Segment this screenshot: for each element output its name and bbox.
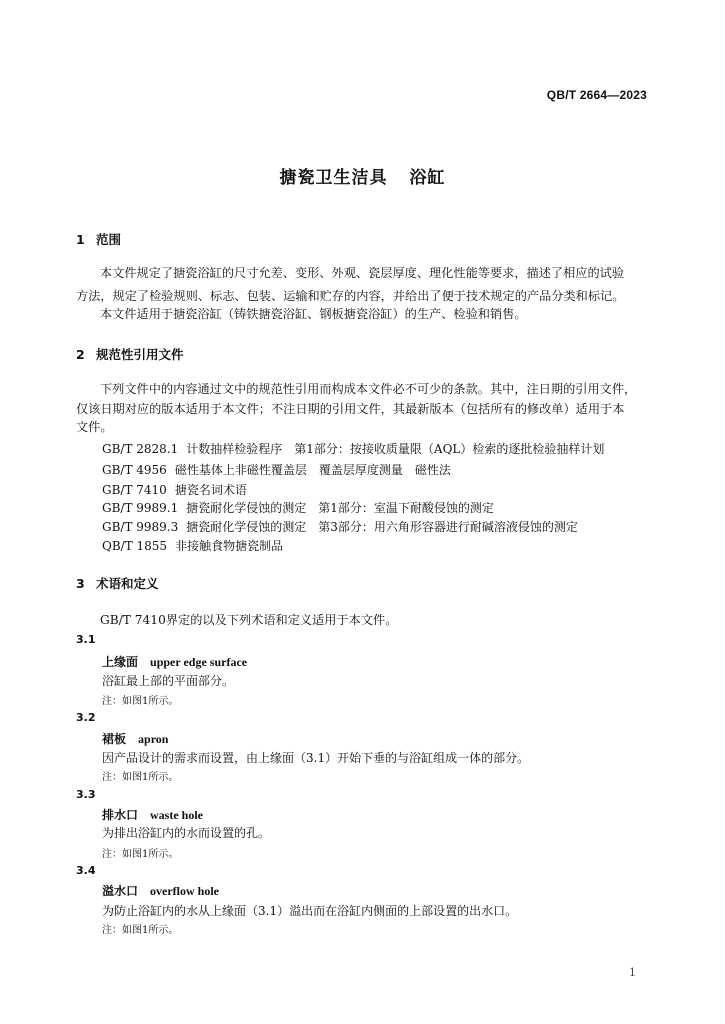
term-en: upper edge surface <box>150 655 248 669</box>
section-1-para1-line1: 本文件规定了搪瓷浴缸的尺寸允差、变形、外观、瓷层厚度、理化性能等要求，描述了相应的试验 <box>100 266 625 280</box>
reference-code: GB/T 9989.1 <box>102 501 179 515</box>
term-definition: 浴缸最上部的平面部分。 <box>102 674 235 688</box>
section-2-intro-line1: 下列文件中的内容通过文中的规范性引用而构成本文件必不可少的条款。其中，注日期的引用文件， <box>100 382 637 396</box>
term-zh: 上缘面 <box>102 655 139 669</box>
term-note: 注：如图1所示。 <box>102 849 179 860</box>
reference-code: GB/T 9989.3 <box>102 520 179 534</box>
term-en: overflow hole <box>150 884 219 898</box>
reference-code: QB/T 1855 <box>102 539 168 553</box>
reference-item <box>102 481 247 498</box>
term-note: 注：如图1所示。 <box>102 925 179 936</box>
title-part1: 搪瓷卫生洁具 <box>279 168 388 188</box>
page-number: 1 <box>629 966 636 979</box>
section-2-intro-line2: 仅该日期对应的版本适用于本文件；不注日期的引用文件，其最新版本（包括所有的修改单）适用于本 <box>76 402 625 416</box>
section-2-heading: 2 规范性引用文件 <box>76 347 184 362</box>
term-en: apron <box>138 732 169 746</box>
reference-title: 搪瓷耐化学侵蚀的测定 第1部分：室温下耐酸侵蚀的测定 <box>186 501 494 515</box>
reference-code: GB/T 2828.1 <box>102 442 179 456</box>
term-entry <box>102 806 203 823</box>
document-title <box>0 163 725 188</box>
clause-number: 3.3 <box>76 788 96 801</box>
reference-title: 计数抽样检验程序 第1部分：按接收质量限（AQL）检索的逐批检验抽样计划 <box>186 442 605 456</box>
term-note: 注：如图1所示。 <box>102 696 179 707</box>
term-definition: 为防止浴缸内的水从上缘面（3.1）溢出而在浴缸内侧面的上部设置的出水口。 <box>102 904 518 918</box>
clause-number: 3.4 <box>76 864 96 877</box>
reference-title: 非接触食物搪瓷制品 <box>175 539 284 553</box>
term-entry <box>102 653 247 670</box>
reference-code: GB/T 4956 <box>102 463 167 477</box>
term-en: waste hole <box>150 808 204 822</box>
reference-title: 搪瓷耐化学侵蚀的测定 第3部分：用六角形容器进行耐碱溶液侵蚀的测定 <box>186 520 578 534</box>
standard-code: QB/T 2664—2023 <box>546 88 647 102</box>
reference-item <box>102 518 578 535</box>
section-3-intro: GB/T 7410界定的以及下列术语和定义适用于本文件。 <box>100 613 398 627</box>
clause-number: 3.1 <box>76 633 96 646</box>
term-zh: 溢水口 <box>102 884 139 898</box>
reference-item <box>102 537 283 554</box>
term-definition: 因产品设计的需求而设置，由上缘面（3.1）开始下垂的与浴缸组成一体的部分。 <box>102 751 530 765</box>
term-entry <box>102 882 219 899</box>
section-1-heading: 1 范围 <box>76 232 122 247</box>
term-zh: 裙板 <box>102 732 127 746</box>
reference-item <box>102 499 494 516</box>
reference-item <box>102 461 451 478</box>
reference-title: 搪瓷名词术语 <box>174 483 247 497</box>
term-entry <box>102 730 168 747</box>
term-definition: 为排出浴缸内的水而设置的孔。 <box>102 826 271 840</box>
term-note: 注：如图1所示。 <box>102 772 179 783</box>
title-part2: 浴缸 <box>409 168 446 188</box>
clause-number: 3.2 <box>76 711 96 724</box>
section-1-para1-line2: 方法，规定了检验规则、标志、包装、运输和贮存的内容，并给出了便于技术规定的产品分类和标记。 <box>76 289 625 303</box>
reference-item <box>102 440 604 457</box>
section-2-intro-line3: 文件。 <box>76 420 113 434</box>
section-1-para2: 本文件适用于搪瓷浴缸（铸铁搪瓷浴缸、钢板搪瓷浴缸）的生产、检验和销售。 <box>100 307 527 321</box>
reference-code: GB/T 7410 <box>102 483 167 497</box>
term-zh: 排水口 <box>102 808 139 822</box>
reference-title: 磁性基体上非磁性覆盖层 覆盖层厚度测量 磁性法 <box>174 463 451 477</box>
section-3-heading: 3 术语和定义 <box>76 576 159 591</box>
